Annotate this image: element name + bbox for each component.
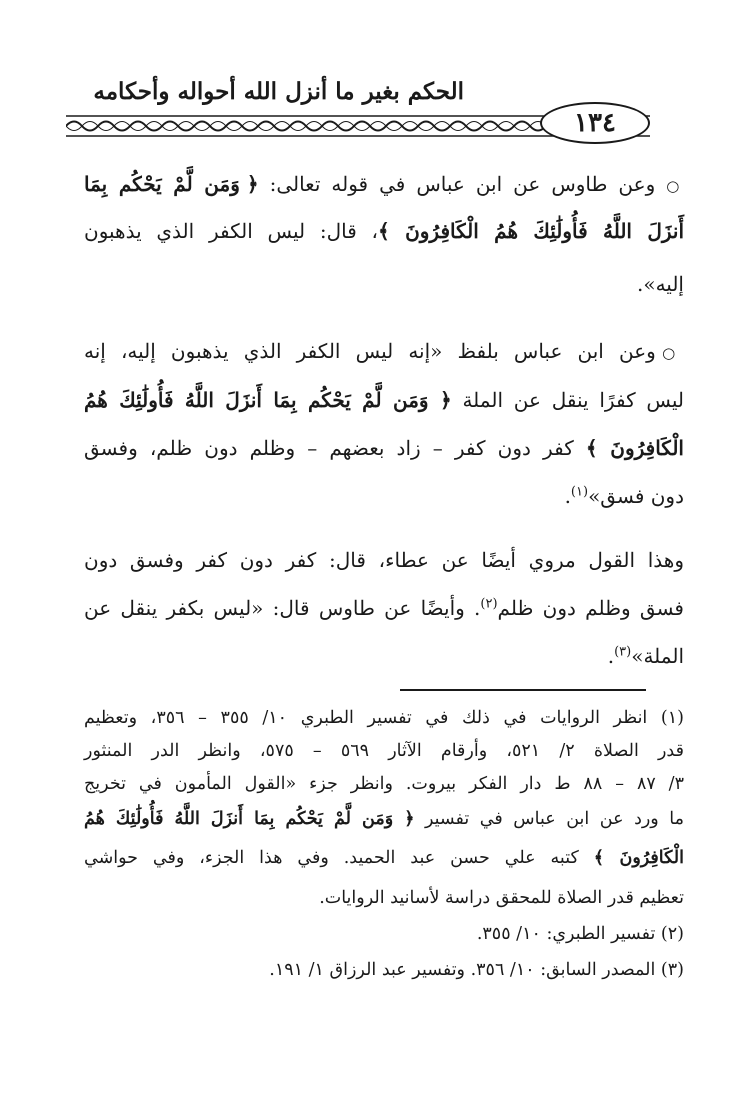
footnote-ref: (٣)	[614, 644, 632, 660]
quran-quote: الْكَافِرُونَ ﴾	[585, 436, 684, 460]
body-line	[84, 436, 684, 460]
body-line	[84, 172, 684, 196]
quran-quote: ﴿ وَمَن لَّمْ يَحْكُم بِمَا	[84, 172, 259, 196]
body-line	[84, 272, 684, 296]
body-text: ليس كفرًا ينقل عن الملة	[451, 388, 684, 412]
body-text: ، قال: ليس الكفر الذي يذهبون	[84, 219, 379, 243]
body-text: دون فسق»	[588, 484, 684, 508]
paragraph-marker: ○	[666, 177, 685, 195]
quran-quote: ﴿ وَمَن لَّمْ يَحْكُم بِمَا أَنزَلَ اللَّهُ فَأُولَٰئِكَ هُمُ	[84, 388, 452, 412]
body-text: وعن طاوس عن ابن عباس في قوله تعالى:	[258, 172, 667, 196]
body-text: .	[564, 484, 571, 508]
body-text: فسق وظلم دون ظلم	[497, 596, 684, 620]
body-line	[84, 548, 684, 572]
body-line	[84, 596, 684, 620]
body-text: إليه».	[636, 272, 684, 296]
footnote-text: قدر الصلاة ٢/ ٥٢١، وأرقام الآثار ٥٦٩ – ٥٧٥، وانظر الدر المنثور	[84, 741, 684, 761]
paragraph-marker: ○	[662, 344, 684, 362]
footnote-text: (١) انظر الروايات في ذلك في تفسير الطبري ١٠/ ٣٥٥ – ٣٥٦، وتعظيم	[84, 708, 684, 728]
footnote-line	[84, 774, 684, 794]
footnote-text: (٣) المصدر السابق: ١٠/ ٣٥٦. وتفسير عبد الرزاق ١/ ١٩١.	[269, 960, 684, 980]
body-line	[84, 644, 684, 668]
quran-quote: الْكَافِرُونَ ﴾	[593, 848, 684, 868]
footnote-separator	[400, 689, 646, 691]
footnote-text: ما ورد عن ابن عباس في تفسير	[414, 809, 684, 829]
body-text: . وأيضًا عن طاوس قال: «ليس بكفر ينقل عن	[84, 596, 481, 620]
body-line	[84, 219, 684, 243]
page-number: ١٣٤	[540, 102, 650, 144]
footnote-line	[84, 888, 684, 908]
footnote-text: تعظيم قدر الصلاة للمحقق دراسة لأسانيد الروايات.	[319, 888, 684, 908]
footnote-text: ٣/ ٨٧ – ٨٨ ط دار الفكر بيروت. وانظر جزء «القول المأمون في تخريج	[84, 774, 684, 794]
running-header-title: الحكم بغير ما أنزل الله أحواله وأحكامه	[93, 78, 464, 105]
footnote-line	[84, 741, 684, 761]
footnote-text: (٢) تفسير الطبري: ١٠/ ٣٥٥.	[476, 924, 684, 944]
body-text: الملة»	[631, 644, 684, 668]
footnote-ref: (١)	[570, 484, 589, 500]
footnote-line	[84, 848, 684, 868]
body-line	[84, 484, 684, 508]
body-line	[84, 339, 684, 363]
body-text: .	[607, 644, 615, 668]
quran-quote: ﴿ وَمَن لَّمْ يَحْكُم بِمَا أَنزَلَ اللَّهُ فَأُولَٰئِكَ هُمُ	[84, 809, 415, 829]
footnote-text: كتبه علي حسن عبد الحميد. وفي هذا الجزء، وفي حواشي	[84, 848, 594, 868]
footnote-ref: (٢)	[480, 596, 498, 612]
body-text: وهذا القول مروي أيضًا عن عطاء، قال: كفر دون كفر وفسق دون	[84, 548, 684, 572]
footnote-line	[84, 809, 684, 829]
quran-quote: أَنزَلَ اللَّهُ فَأُولَٰئِكَ هُمُ الْكَافِرُونَ ﴾	[378, 219, 685, 243]
footnote-line	[84, 924, 684, 944]
body-text: كفر دون كفر – زاد بعضهم – وظلم دون ظلم، وفسق	[84, 436, 586, 460]
footnote-line	[84, 960, 684, 980]
footnote-line	[84, 708, 684, 728]
body-line	[84, 388, 684, 412]
body-text: وعن ابن عباس بلفظ «إنه ليس الكفر الذي يذهبون إليه، إنه	[84, 339, 663, 363]
